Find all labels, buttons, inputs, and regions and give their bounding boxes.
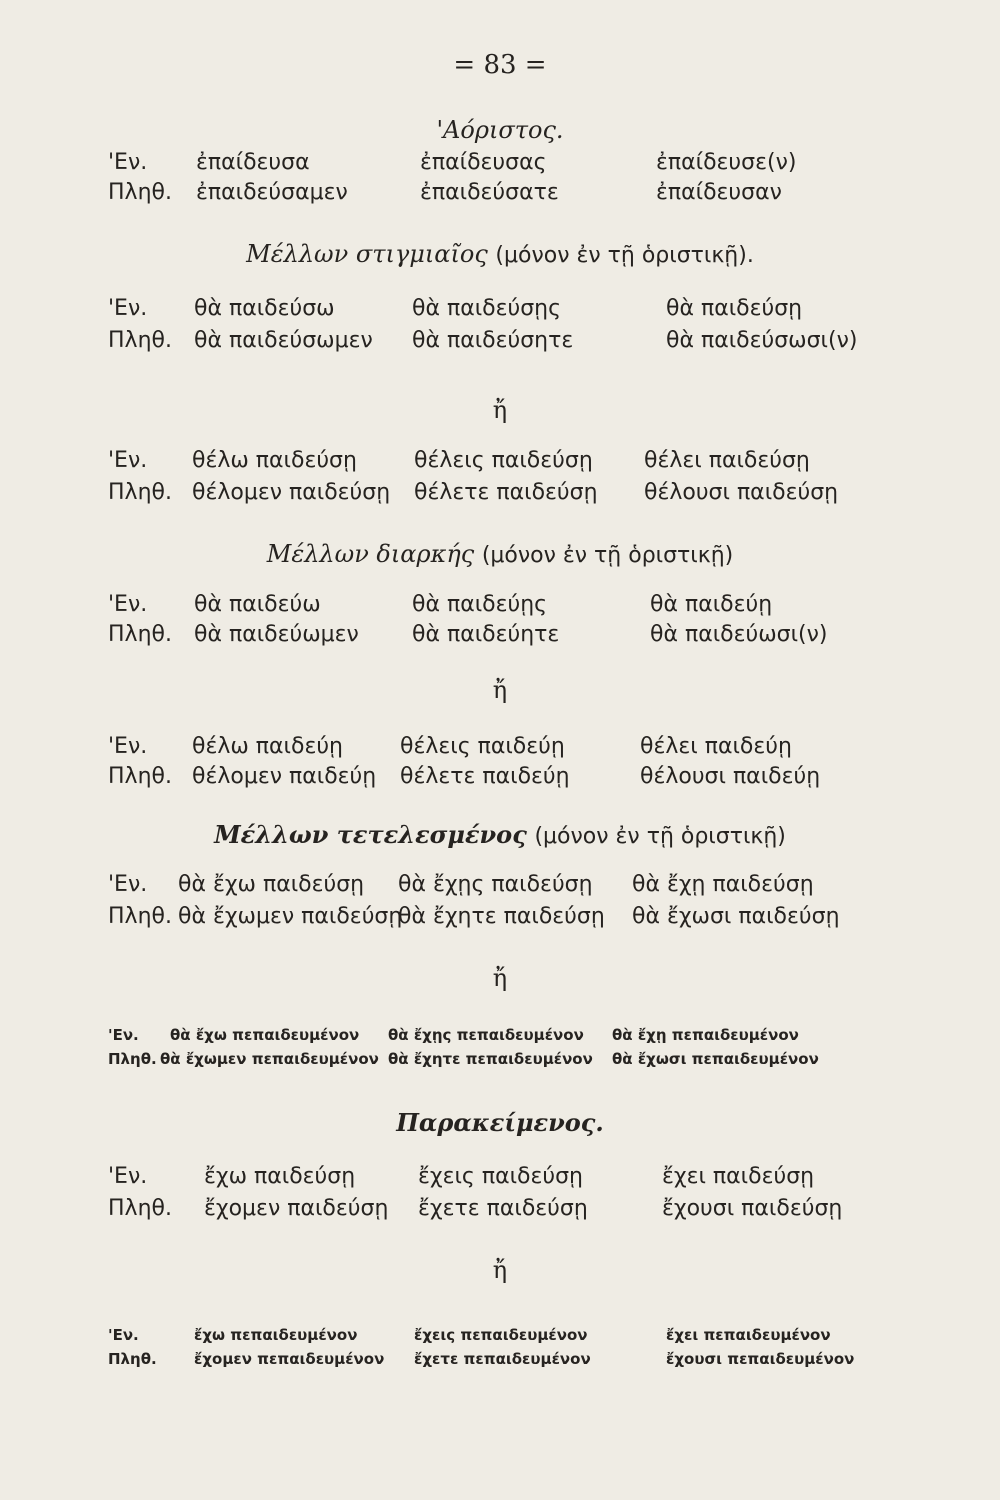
row-label: Πληθ. (108, 1196, 172, 1221)
form-second-person: ἔχετε πεπαιδευμένον (414, 1350, 591, 1368)
perfect-heading (0, 1108, 1000, 1137)
row-label: 'Εν. (108, 1326, 139, 1344)
form-third-person: ἔχει πεπαιδευμένον (666, 1326, 831, 1344)
row-label: 'Εν. (108, 448, 148, 473)
row-label: Πληθ. (108, 764, 172, 789)
form-third-person: θέλει παιδεύσῃ (644, 448, 810, 473)
page-number: = 83 = (453, 50, 547, 80)
form-first-person: ἔχω παιδεύσῃ (204, 1164, 356, 1189)
form-second-person: θὰ ἔχητε παιδεύσῃ (398, 904, 605, 929)
future-perfect-alt-plural-row (108, 1050, 988, 1082)
row-label: Πληθ. (108, 1050, 157, 1068)
row-label: 'Εν. (108, 592, 148, 617)
row-label: Πληθ. (108, 328, 172, 353)
form-first-person: θὰ ἔχωμεν πεπαιδευμένον (160, 1050, 379, 1068)
form-third-person: ἔχει παιδεύσῃ (662, 1164, 815, 1189)
form-third-person: θέλουσι παιδεύσῃ (644, 480, 839, 505)
form-second-person: θέλεις παιδεύῃ (400, 734, 565, 759)
future-instant-heading (0, 240, 1000, 268)
form-second-person: θὰ παιδεύητε (412, 622, 560, 647)
form-third-person: θὰ παιδεύσῃ (666, 296, 803, 321)
future-continuous-plural-row (108, 622, 988, 654)
aorist-plural-row (108, 180, 988, 212)
future-perfect-note: (μόνον ἐν τῇ ὁριστικῇ) (534, 824, 786, 849)
form-second-person: ἔχεις παιδεύσῃ (418, 1164, 583, 1189)
form-first-person: θὰ ἔχω παιδεύσῃ (178, 872, 365, 897)
future-perfect-title: Μέλλων τετελεσμένος (214, 820, 527, 849)
form-second-person: θὰ παιδεύσητε (412, 328, 574, 353)
form-third-person: θὰ παιδεύσωσι(ν) (666, 328, 858, 353)
perfect-alt-plural-row (108, 1350, 988, 1382)
form-second-person: θὰ παιδεύσῃς (412, 296, 562, 321)
form-second-person: θέλετε παιδεύσῃ (414, 480, 598, 505)
form-third-person: ἐπαίδευσαν (656, 180, 782, 205)
future-instant-alt-singular-row (108, 448, 988, 480)
form-first-person: θέλομεν παιδεύσῃ (192, 480, 391, 505)
or-divider: ἤ (492, 396, 508, 424)
row-label: 'Εν. (108, 150, 148, 175)
form-first-person: θὰ παιδεύσω (194, 296, 335, 321)
form-first-person: θέλομεν παιδεύῃ (192, 764, 377, 789)
future-continuous-heading (0, 540, 1000, 568)
row-label: 'Εν. (108, 1026, 139, 1044)
form-first-person: θὰ ἔχωμεν παιδεύσῃ (178, 904, 403, 929)
form-first-person: ἐπαίδευσα (196, 150, 310, 175)
row-label: 'Εν. (108, 1164, 148, 1189)
form-third-person: ἔχουσι παιδεύσῃ (662, 1196, 843, 1221)
future-instant-note: (μόνον ἐν τῇ ὁριστικῇ). (495, 243, 754, 268)
form-first-person: θέλω παιδεύῃ (192, 734, 344, 759)
future-instant-singular-row (108, 296, 988, 328)
future-perfect-heading (0, 820, 1000, 849)
row-label: Πληθ. (108, 480, 172, 505)
form-third-person: θὰ παιδεύωσι(ν) (650, 622, 828, 647)
form-second-person: θὰ ἔχητε πεπαιδευμένον (388, 1050, 593, 1068)
form-third-person: θὰ παιδεύῃ (650, 592, 773, 617)
row-label: Πληθ. (108, 904, 172, 929)
form-second-person: θέλεις παιδεύσῃ (414, 448, 593, 473)
form-second-person: θὰ ἔχῃς πεπαιδευμένον (388, 1026, 584, 1044)
form-first-person: ἔχω πεπαιδευμένον (194, 1326, 358, 1344)
future-continuous-singular-row (108, 592, 988, 624)
form-second-person: ἔχεις πεπαιδευμένον (414, 1326, 588, 1344)
form-third-person: θέλει παιδεύῃ (640, 734, 792, 759)
form-third-person: θὰ ἔχωσι πεπαιδευμένον (612, 1050, 819, 1068)
row-label: 'Εν. (108, 872, 148, 897)
form-third-person: ἔχουσι πεπαιδευμένον (666, 1350, 855, 1368)
or-divider: ἤ (492, 676, 508, 704)
form-second-person: ἐπαιδεύσατε (420, 180, 559, 205)
future-continuous-title: Μέλλων διαρκής (266, 540, 475, 568)
form-third-person: θὰ ἔχῃ πεπαιδευμένον (612, 1026, 799, 1044)
row-label: Πληθ. (108, 622, 172, 647)
form-second-person: ἐπαίδευσας (420, 150, 547, 175)
aorist-heading (0, 116, 1000, 144)
future-continuous-note: (μόνον ἐν τῇ ὁριστικῇ) (481, 543, 734, 568)
perfect-title: Παρακείμενος. (396, 1108, 604, 1137)
row-label: Πληθ. (108, 1350, 157, 1368)
future-continuous-alt-plural-row (108, 764, 988, 796)
form-first-person: θέλω παιδεύσῃ (192, 448, 357, 473)
form-second-person: θὰ ἔχῃς παιδεύσῃ (398, 872, 593, 897)
form-first-person: ἐπαιδεύσαμεν (196, 180, 348, 205)
or-divider: ἤ (492, 964, 508, 992)
form-third-person: θὰ ἔχωσι παιδεύσῃ (632, 904, 840, 929)
form-third-person: θὰ ἔχῃ παιδεύσῃ (632, 872, 814, 897)
row-label: Πληθ. (108, 180, 172, 205)
form-first-person: θὰ παιδεύσωμεν (194, 328, 373, 353)
future-continuous-alt-singular-row (108, 734, 988, 766)
aorist-singular-row (108, 150, 988, 182)
form-second-person: ἔχετε παιδεύσῃ (418, 1196, 588, 1221)
row-label: 'Εν. (108, 734, 148, 759)
future-perfect-plural-row (108, 904, 988, 936)
form-first-person: ἔχομεν πεπαιδευμένον (194, 1350, 385, 1368)
form-first-person: θὰ παιδεύω (194, 592, 321, 617)
aorist-title: 'Αόριστος. (436, 116, 564, 144)
future-instant-title: Μέλλων στιγμιαῖος (246, 240, 488, 268)
future-instant-plural-row (108, 328, 988, 360)
future-perfect-singular-row (108, 872, 988, 904)
perfect-singular-row (108, 1164, 988, 1196)
form-first-person: θὰ ἔχω πεπαιδευμένον (170, 1026, 360, 1044)
future-instant-alt-plural-row (108, 480, 988, 512)
form-second-person: θέλετε παιδεύῃ (400, 764, 570, 789)
form-second-person: θὰ παιδεύῃς (412, 592, 548, 617)
or-divider: ἤ (492, 1256, 508, 1284)
form-third-person: θέλουσι παιδεύῃ (640, 764, 821, 789)
form-first-person: ἔχομεν παιδεύσῃ (204, 1196, 389, 1221)
row-label: 'Εν. (108, 296, 148, 321)
form-third-person: ἐπαίδευσε(ν) (656, 150, 797, 175)
perfect-plural-row (108, 1196, 988, 1228)
form-first-person: θὰ παιδεύωμεν (194, 622, 359, 647)
